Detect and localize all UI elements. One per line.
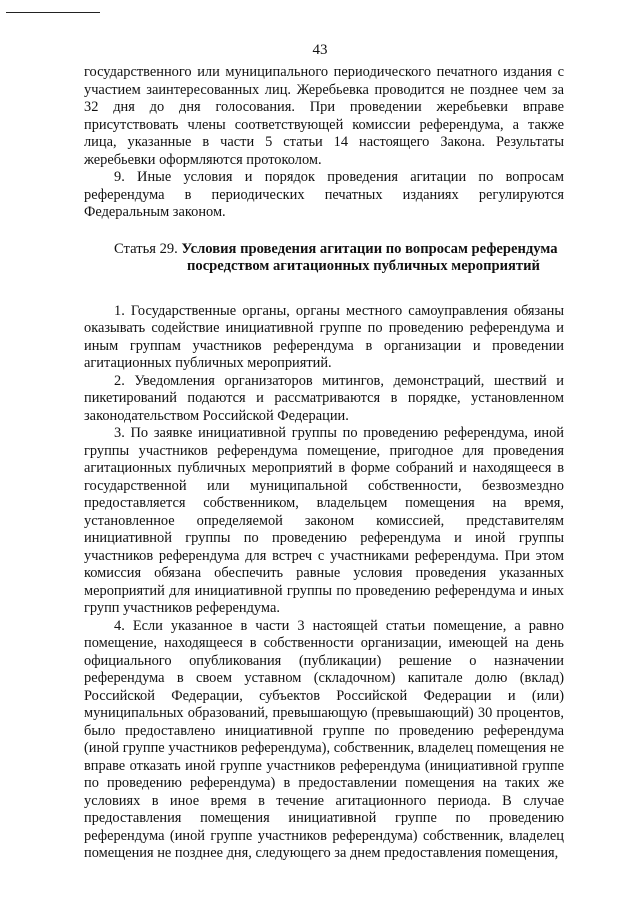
- article-title-line2: посредством агитационных публичных мероприятий: [187, 258, 540, 274]
- article-heading: [84, 241, 564, 276]
- paragraph-part-4: 4. Если указанное в части 3 настоящей статьи помещение, а равно помещение, находящееся в собственности организации, имеющей на день официального опубликования (публикации) решение о назначении референдума в своем уставном (складочном) капитале долю (вклад) Российской Федерации, субъектов Российской Федерации и (или) муниципальных образований, превышающую (превышающий) 30 процентов, было предоставлено инициативной группе по проведению референдума (иной группе участников референдума), собственник, владелец помещения не вправе отказать иной группе участников референдума (инициативной группе по проведению референдума) в предоставлении помещения на таких же условиях в иное время в течение агитационного периода. В случае предоставления помещения инициативной группе по проведению референдума (иной группе участников референдума) собственник, владелец помещения не позднее дня, следующего за днем предоставления помещения,: [84, 617, 564, 861]
- paragraph-part-1: 1. Государственные органы, органы местного самоуправления обязаны оказывать содействие инициативной группе по проведению референдума и иным группам участников референдума в организации и проведении агитационных публичных мероприятий.: [84, 302, 564, 371]
- paragraph-part-3: 3. По заявке инициативной группы по проведению референдума, иной группы участников референдума помещение, пригодное для проведения агитационных публичных мероприятий в форме собраний и находящееся в государственной или муниципальной собственности, безвозмездно предоставляется собственником, владельцем помещения на время, установленное определяемой законом комиссией, представителям инициативной группы по проведению референдума и иной группы участников референдума для встреч с участниками референдума. При этом комиссия обязана обеспечить равные условия проведения указанных мероприятий для инициативной группы по проведению референдума и иных групп участников референдума.: [84, 425, 564, 616]
- page-number: 43: [312, 42, 328, 58]
- paragraph-continued: государственного или муниципального периодического печатного издания с участием заинтересованных лиц. Жеребьевка проводится не позднее чем за 32 дня до дня голосования. При проведении жеребьевки вправе присутствовать члены соответствующей комиссии референдума, а также лица, указанные в части 5 статьи 14 настоящего Закона. Результаты жеребьевки оформляются протоколом.: [84, 64, 564, 168]
- header-rule: [6, 12, 100, 13]
- paragraph-part-9: 9. Иные условия и порядок проведения агитации по вопросам референдума в периодических печатных изданиях регулируются Федеральным законом.: [84, 169, 564, 220]
- article-title-line1: Условия проведения агитации по вопросам референдума: [181, 240, 558, 257]
- article-number: Статья 29.: [114, 240, 178, 257]
- document-body: [84, 64, 564, 863]
- paragraph-part-2: 2. Уведомления организаторов митингов, демонстраций, шествий и пикетирований подаются и рассматриваются в порядке, установленном законодательством Российской Федерации.: [84, 372, 564, 424]
